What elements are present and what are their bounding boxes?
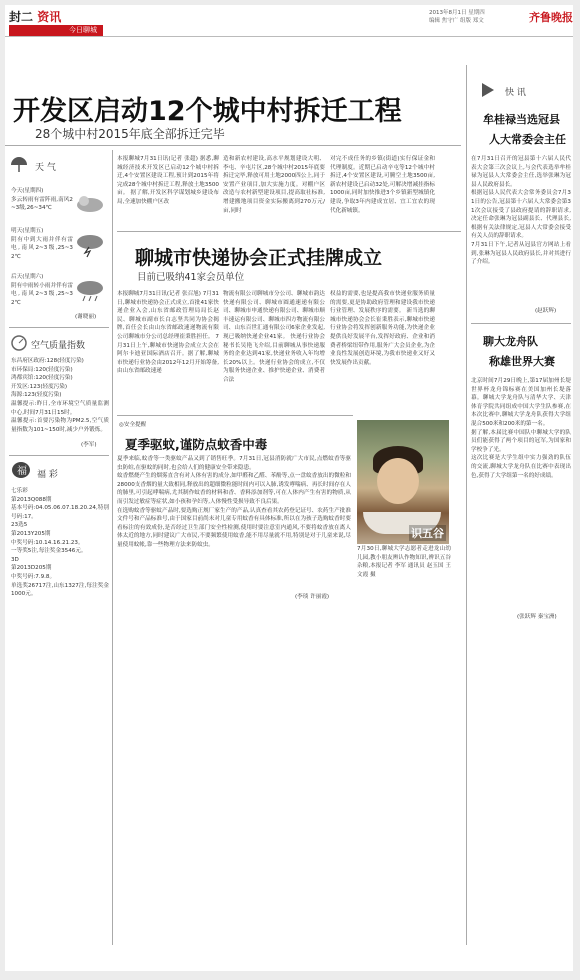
mosquito-headline: 夏季驱蚊,谨防点蚊香中毒 (125, 437, 268, 452)
divider (9, 455, 109, 456)
weather-title: 天 气 (35, 163, 56, 173)
courier-subhead: 目前已吸纳41家会员单位 (137, 272, 245, 283)
dragon-headline-1: 聊大龙舟队 (483, 335, 538, 348)
weather-credit: (谢晓丽) (75, 314, 97, 320)
lead-col-3: 对完不成任务的乡镇(街道)实行保证金和代理制度。近期已启动辛屯等12个城中村拆迁,4个安置区建设,可腾空土地3500亩,新农村建设已启动32处,可解决增减挂指标1000亩,同时加快推进3个乡镇新型城镇化建设,争取3年内建成宜居、宜工宜农的现代化新城镇。 (330, 156, 435, 214)
weather-today: 今天(星期四) 多云转雨有雷阵雨,南风2~3级,26~34℃ (11, 188, 73, 212)
umbrella-icon (9, 155, 29, 175)
mosquito-credit: (李琰 许丽霞) (295, 594, 330, 600)
air-title: 空气质量指数 (31, 341, 86, 351)
air-credit: (李军) (81, 442, 97, 448)
courier-col-1: 本报聊城7月31日讯(记者 张召旭) 7月31日,聊城市快递协会正式成立,首批41家快递企业入会,山东省邮政管理局局长赵民、聊城市副市长白志坚共同为协会揭牌,首任会长由山东省邮政速递物流有限公司聊城市分公司总经理崔秉胜担任。 7月31日上午,聊城市快递协会成立大会在阿尔卡迪亚国际酒店召开。据了解,聊城市快递行业协会由2012年12月开始筹备,由山东省邮政速递 (117, 291, 219, 375)
lottery-icon (11, 461, 31, 479)
lead-col-1: 本报聊城7月31日讯(记者 张超) 据悉,聊城经济技术开发区已启动12个城中村拆迁,4个安置区建设工程,预计到2015年将完成28个城中村拆迁工程,释放土地3500亩。 据了解,开发区科学谋划城乡建设布局,全速加快棚户区改 (117, 156, 219, 205)
dateline: 2013年8月1日 星期四 编辑 焦守广 组版 郑文 (429, 10, 485, 24)
brief-credit: (赵跃辉) (535, 308, 557, 314)
divider (9, 327, 109, 328)
photo-child (377, 458, 419, 504)
brief-title: 快 讯 (505, 88, 526, 98)
photo-caption: 7月30日,聊城大学志愿者走进龙山幼儿园,教小朋友辨认作物知识,辨识五谷杂粮,本报记者 李军 通讯员 赵玉国 王文霞 摄 (357, 546, 451, 578)
brief-headline-1: 牟桂禄当选冠县 (483, 113, 560, 126)
divider (471, 323, 571, 324)
column-divider (466, 65, 467, 945)
brief-body: 在7月31日召开的冠县第十六届人民代表大会第三次会议上,与会代表选举牟桂禄为冠县人大常委会主任,选举张琳为冠县人民政府县长。 根据冠县人民代表大会常务委员会7月31日的公告,冠县第十六届人大常委会第31次会议接受了县政府提请的辞职请求,决定任命张琳为冠县副县长、代理县长,根据有关法律规定,冠县人大常委会接受有关人员的辞职请求。 7月31日下午,记者从冠县官方网站上看到,张琳为冠县人民政府县长,并对其进行了介绍。 (471, 156, 571, 266)
lead-col-2: 造和新农村建设,高水平规划建设大明、李屯、辛屯片区,28个城中村2015年底要拆迁完毕,释放可用土地2000四公上,同于安置产业项目,加大实施力度。对棚户区改造与农村新型建设项目,提高取社标准,增建搬地项目资金实际搬离到270万元/亩,同时 (223, 156, 325, 214)
section-subbar: 今日聊城 (9, 25, 103, 36)
courier-headline: 聊城市快递协会正式挂牌成立 (135, 247, 383, 269)
air-body: 东昌府区政府:128(轻度污染) 市环保局:120(轻度污染) 鸿都宾馆:120(轻度污染) 开发区:123(轻度污染) 海源:123(轻度污染) 温馨提示:昨日,全市环境空气质量监测中心,时间7月31日15时。 温馨提示:首要污染物为PM2.5,空气质量指数为101~150时,减少户外锻炼。 (11, 358, 109, 433)
thunder-rain-icon (75, 233, 105, 257)
newspaper-page (5, 5, 573, 971)
lead-subhead: 28个城中村2015年底全部拆迁完毕 (35, 127, 225, 141)
weather-tomorrow: 明天(星期五) 阴有中到大雨并伴有雷电,南风2~3级,25~32℃ (11, 228, 73, 260)
dragon-headline-2: 称雄世界大赛 (489, 355, 555, 368)
divider (117, 415, 353, 416)
section-label: 封二 资讯 (9, 10, 62, 24)
safety-tag: ◎安全提醒 (119, 422, 147, 428)
courier-col-2: 物流有限公司聊城市分公司、聊城市韵达快递有限公司、聊城市圆通速递有限公司、聊城市申通快递有限公司、聊城市顺丰速运有限公司、聊城市四方物流有限公司、山东百世汇通有限公司6家企业发起,现已吸纳快递企业41家。 快递行业协会秘书长吴艳飞介绍,目前聊城从事快递服务的企业达到41家,快递业务收入年均增长20%以上。快递行业协会的成立,不仅为服务快递企业、推护快递企业、消费者合法 (223, 291, 325, 383)
lead-headline: 开发区启动12个城中村拆迁工程 (13, 96, 402, 127)
rain-icon (75, 279, 105, 303)
dragon-credit: (张跃辉 秦宝洲) (517, 614, 557, 620)
photo-watermark: 识五谷 (411, 527, 444, 540)
column-divider (112, 150, 113, 945)
courier-col-3: 权益的需要,也是提高我市快递业服务质量的需要,更是协助政府管理和建设我市快递行业管理、发展秩序的需要。 新当选的聊城市快递协会会长崔秉胜表示,聊城市快递行业协会将发挥创新服务功能,为快递企业提供良好发展平台,发挥好政府、企业和消费者桥梁纽带作用,服务广大会员企业,为企业良性发展创造环境,为我市快递业又好又快发展作出贡献。 (330, 291, 435, 366)
brief-headline-2: 人大常委会主任 (489, 133, 566, 146)
newspaper-logo: 齐鲁晚报 (529, 11, 573, 24)
news-photo (357, 420, 449, 544)
news-icon (479, 81, 497, 99)
divider (5, 145, 461, 146)
lottery-title: 福 彩 (37, 470, 58, 480)
page-header (5, 5, 573, 37)
cloudy-icon (75, 193, 105, 213)
svg-text:福: 福 (17, 466, 27, 477)
divider (117, 231, 461, 232)
lottery-body: 七乐彩 第2013Q088期 基本号码:04.05.06.07.18.20.24,特别号码:17。 23选5 第2013Y205期 中奖号码:10.14.16.21.23。 一等奖5注,每注奖金3546元。 3D 第2013D205期 中奖号码:7.9.8。 单选奖26717注,山东1327注,每注奖金1000元。 (11, 488, 109, 598)
mosquito-body: 夏季来临,蚊香等一类驱蚊产品又到了销售旺季。7月31日,冠县消防就广大市民,点燃蚊香等驱虫防蛀,在驱蚊的同时,也会给人们的健康安全带来隐患。 蚊香燃烧产生的烟雾直含有对人体有害的成分,如甲醛和乙醛、苯酚等,点一盘蚊香放出的微粒和28000支香烟的量大致相同,释放出的超细微粒能时间内可以入肺,诱发哮喘病、再长时间存在人的肺里,可引起哮喘病,尤其制作蚊香的材料和香、香料添加剂等,可在人体内产生有害的物质,从而引发过敏症等症状,如小孩和孕妇等,人体慢性受损导致不良后果。 在选购蚊香等驱蚊产品时,要选购正规厂家生产的产品,认真查看其农药登记证号、农药生产批准文件号和产品标准号,由于国家目前尚未对儿童专用蚊香有具体标准,所以在为孩子选购蚊香时要看标注的有效成份,是否经过卫生部门安全性检测,使用时要注意室内通风,不要将蚊香放在离人体太近的地方,同时建议广大市民,不要频繁使用蚊香,能不用尽量就不用,特别是对于儿童来说,尽量使用蚊帐,靠一些物理方法来防蚊虫。 (117, 456, 351, 548)
weather-after: 后天(星期六) 阴有中雨转小雨并伴有雷电,南风2~3级,25~32℃ (11, 274, 73, 306)
dragon-body: 北京时间7月29日晚上,第17届加州长堤世界杯龙舟锦标赛在美国加州长堤落幕。聊城大学龙舟队与清华大学、天津体育学院共同组成中国大学生队参赛,在本次比赛中,聊城大学龙舟队获得大学组混合500米和200米的第一名。 据了解,本届比赛中国队中聊城大学的队员们能获得了两个项目的冠军,为国家和学校争了光。 这次比赛是大学生组中实力强劲的队伍的交流,聊城大学龙舟队在比赛中表现出色,获得了大学组第一名的好成绩。 (471, 378, 571, 479)
gauge-icon (11, 335, 27, 351)
